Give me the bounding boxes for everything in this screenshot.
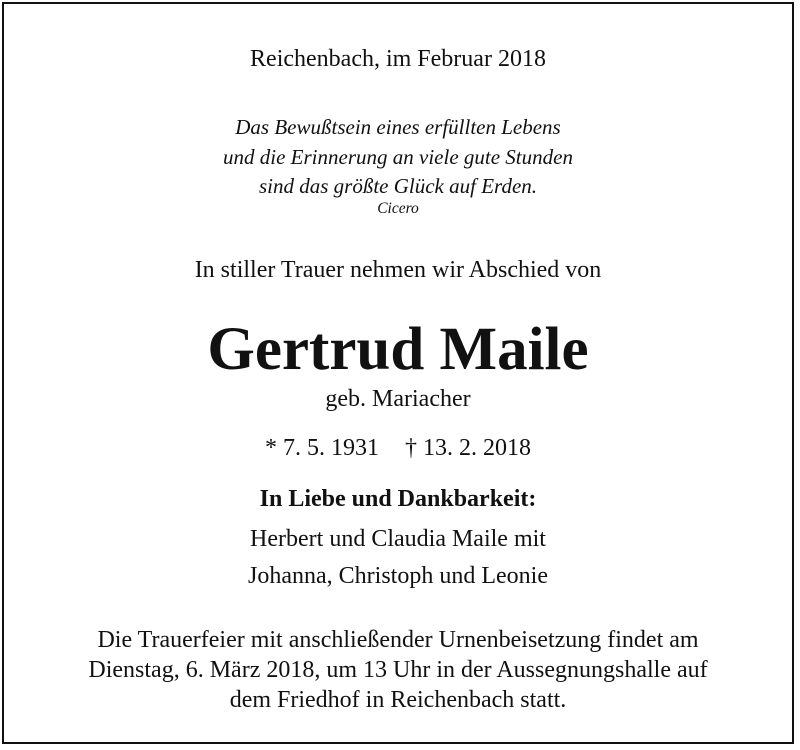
ceremony-info [4,625,792,715]
deceased-name: Gertrud Maile [207,316,589,383]
intro-text: In stiller Trauer nehmen wir Abschied von [194,257,602,283]
obituary-notice [2,2,794,744]
quote-line: und die Erinnerung an viele gute Stunden [223,144,573,169]
family-line: Herbert und Claudia Maile mit [250,526,546,552]
ceremony-line: Die Trauerfeier mit anschließender Urnenbeisetzung findet am [97,627,699,653]
quote-line: sind das größte Glück auf Erden. [258,174,538,198]
ceremony-line: dem Friedhof in Reichenbach statt. [229,687,567,713]
family-names [4,521,792,595]
maiden-name: geb. Mariacher [325,386,471,412]
death-date: † 13. 2. 2018 [405,435,531,461]
place-date: Reichenbach, im Februar 2018 [250,46,546,72]
ceremony-line: Dienstag, 6. März 2018, um 13 Uhr in der Aussegnungshalle auf [88,657,708,683]
quote [4,113,792,202]
thanks-heading: In Liebe und Dankbarkeit: [259,486,537,512]
life-dates [4,432,792,464]
birth-date: * 7. 5. 1931 [265,435,379,461]
family-line: Johanna, Christoph und Leonie [248,563,548,589]
quote-line: Das Bewußtsein eines erfüllten Lebens [235,115,561,139]
quote-author: Cicero [377,200,419,217]
